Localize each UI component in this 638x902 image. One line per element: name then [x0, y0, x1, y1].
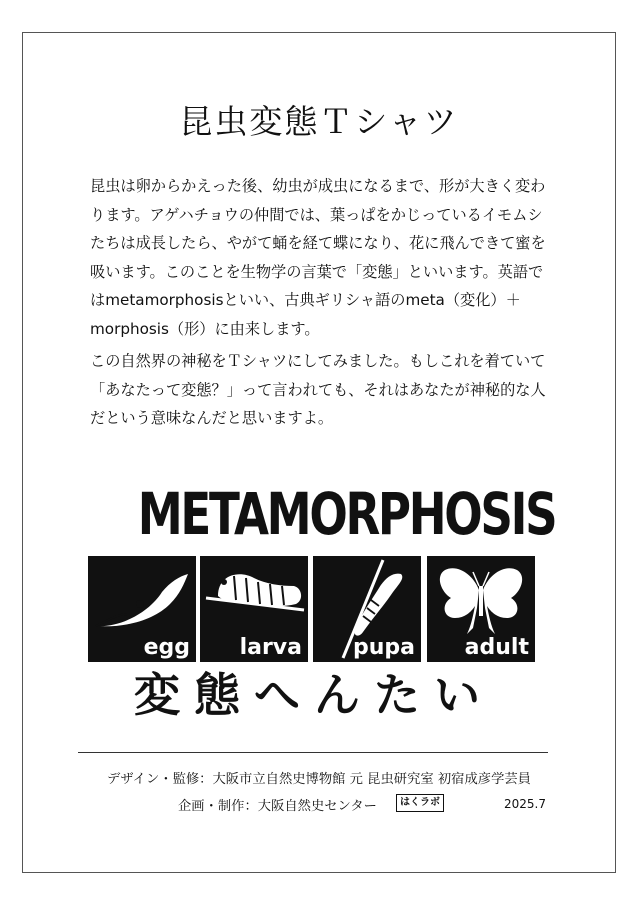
issue-date: 2025.7 [504, 797, 546, 811]
stage-label-pupa: pupa [352, 635, 415, 660]
stage-label-egg: egg [143, 635, 190, 660]
stage-larva [200, 556, 308, 662]
body-text [90, 172, 550, 437]
stage-adult [427, 556, 535, 662]
stage-label-larva: larva [239, 635, 302, 660]
stage-egg [88, 556, 196, 662]
page-border [22, 32, 616, 873]
metamorphosis-heading: METAMORPHOSIS [137, 480, 556, 548]
stage-label-adult: adult [464, 635, 529, 660]
credit-production: 企画・制作：大阪自然史センター [178, 799, 377, 814]
credit-design: デザイン・監修：大阪市立自然史博物館 元 昆虫研究室 初宿成彦学芸員 [107, 772, 531, 787]
paragraph-2: この自然界の神秘をＴシャツにしてみました。もしこれを着ていて「あなたって変態？」って言われても、それはあなたが神秘的な人だという意味なんだと思いますよ。 [90, 352, 546, 427]
stage-pupa [313, 556, 421, 662]
hakurabo-logo: はくラボ [396, 794, 444, 812]
henntai-kana-heading: 変態へんたい [134, 668, 494, 722]
page-title: 昆虫変態Ｔシャツ [179, 102, 459, 141]
paragraph-1: 昆虫は卵からかえった後、幼虫が成虫になるまで、形が大きく変わります。アゲハチョウの仲間では、葉っぱをかじっているイモムシたちは成長したら、やがて蛹を経て蝶になり、花に飛んできて蜜を吸います。このことを生物学の言葉で「変態」といいます。英語ではmetamorphosisといい、古典ギリシャ語のmeta（変化）＋morphosis（形）に由来します。 [90, 177, 546, 338]
divider [78, 752, 548, 753]
